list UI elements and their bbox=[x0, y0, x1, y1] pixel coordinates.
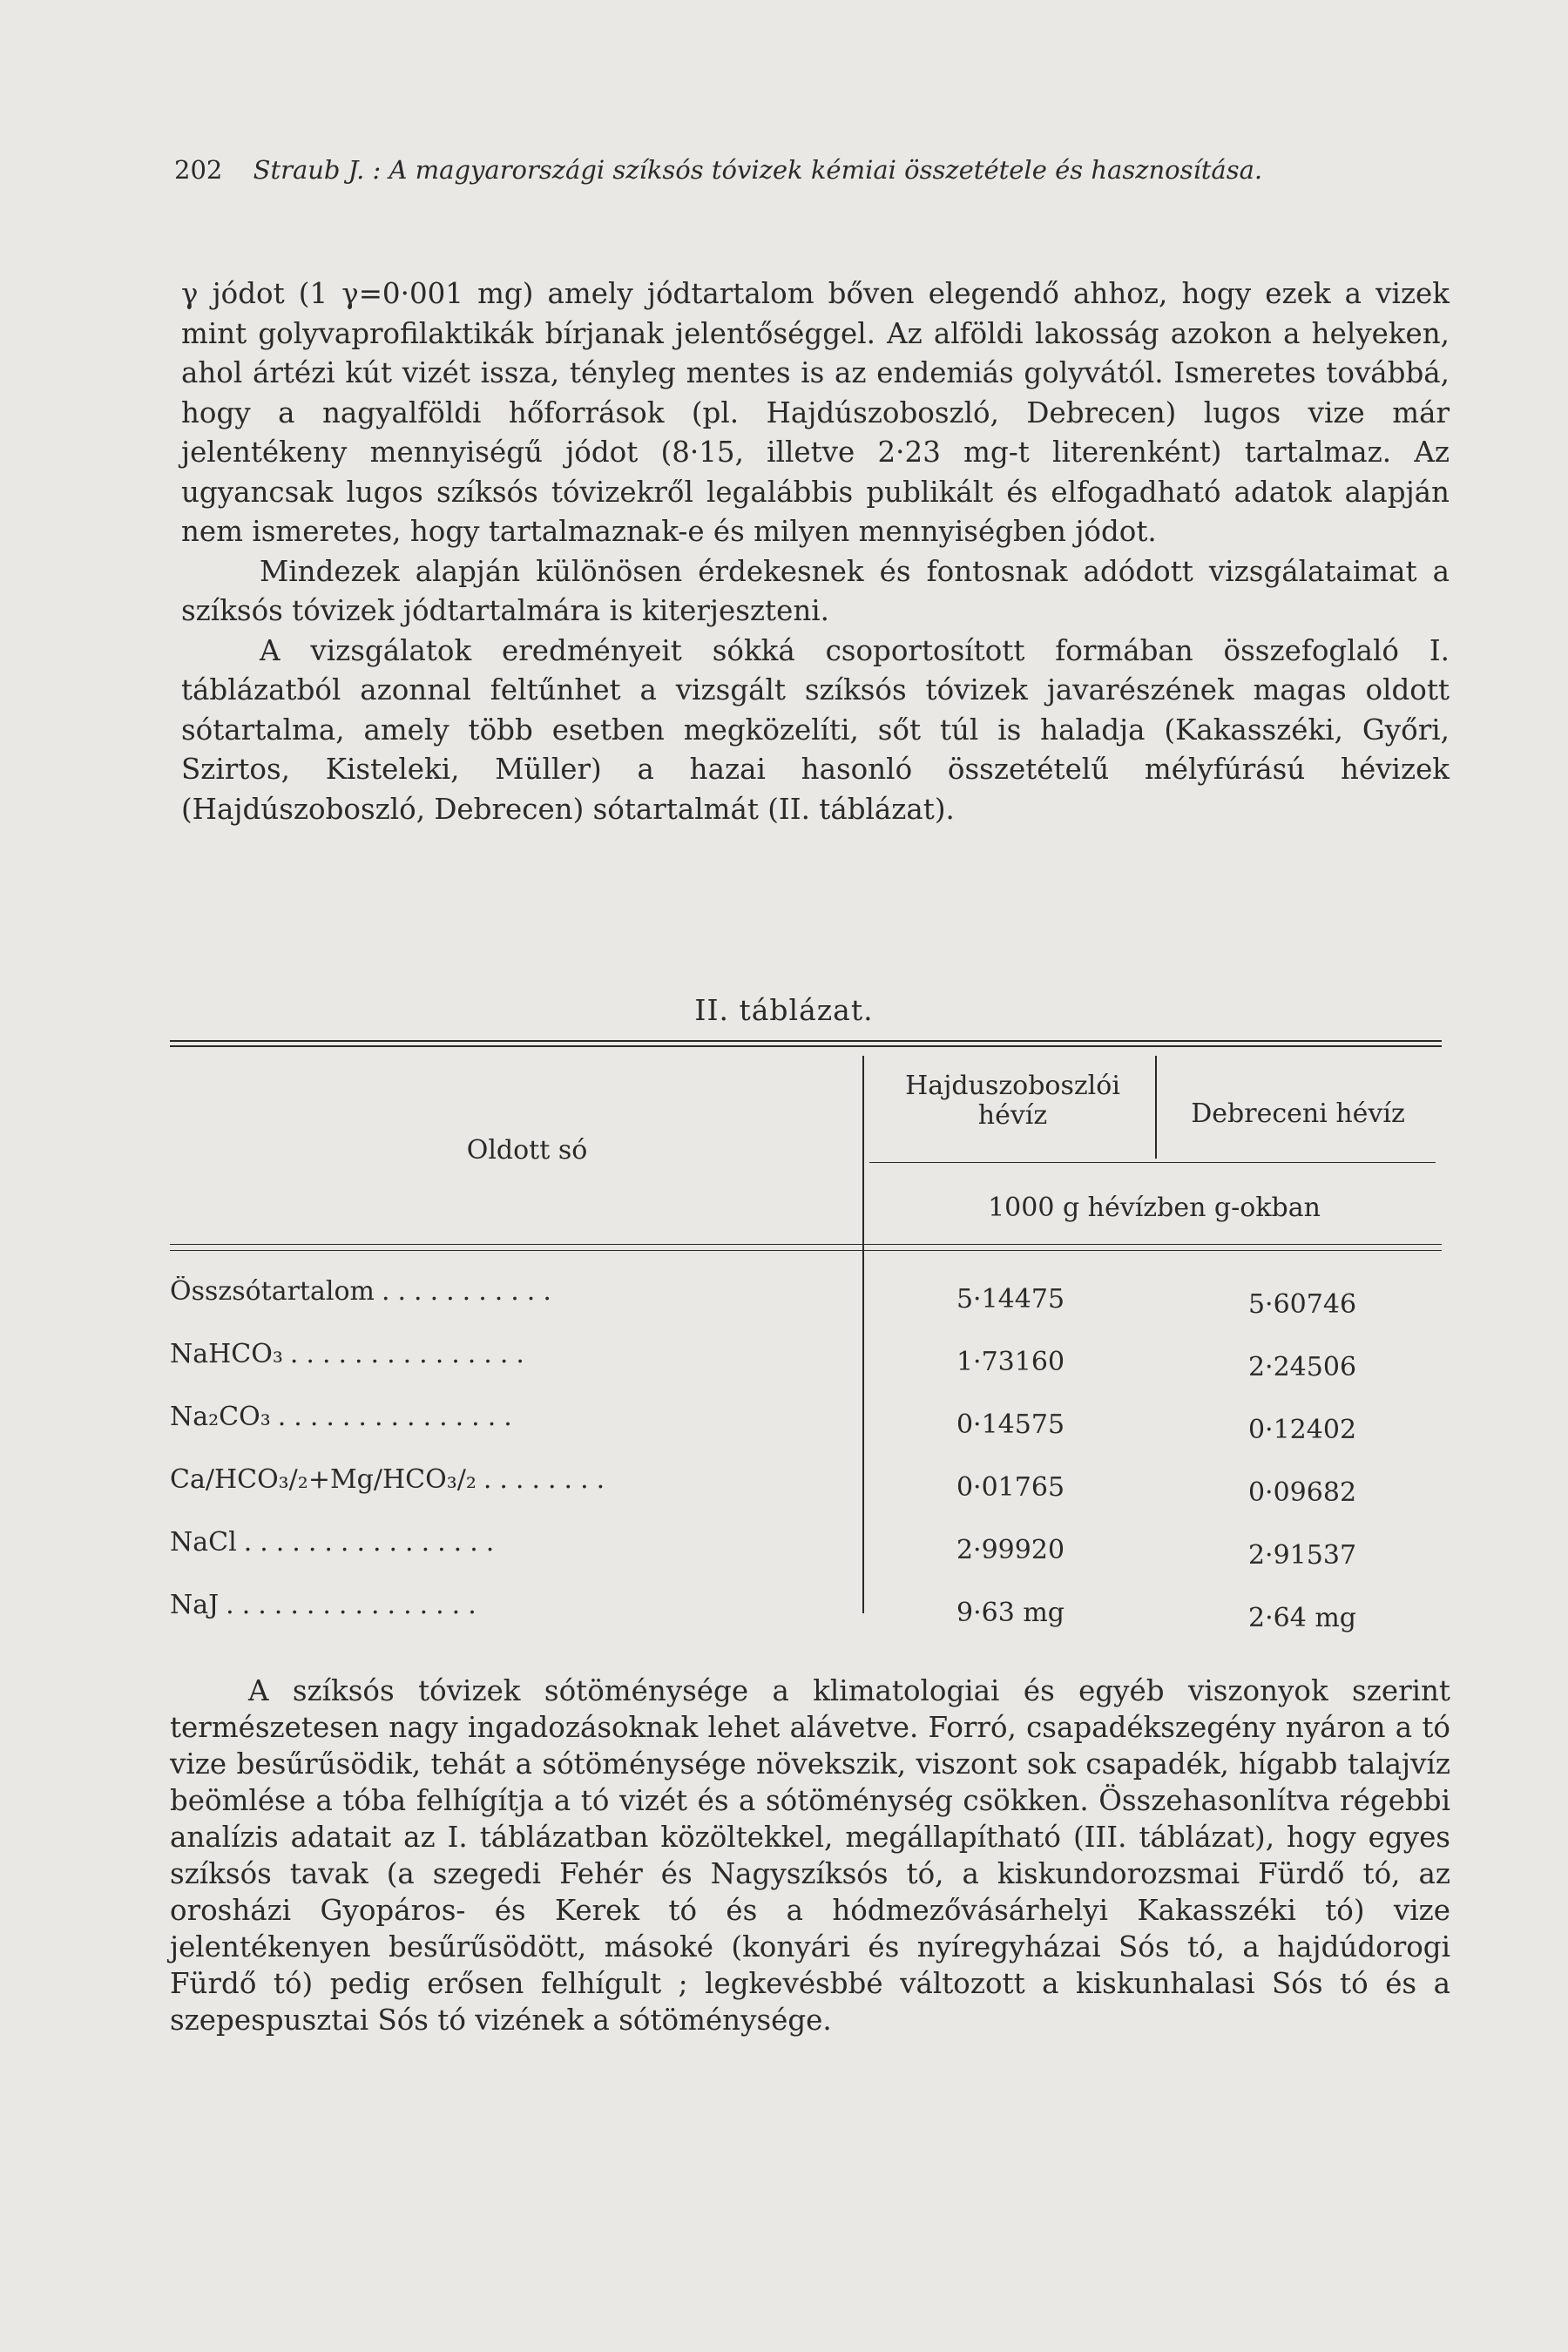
paragraph: A szíksós tóvizek sótöménysége a klimatologiai és egyéb viszonyok szerint természetesen nagy ingadozásoknak lehet alávetve. Forró, csapadékszegény nyáron a tó vize besűrűsödik, tehát a sótöménysége növekszik, viszont sok csapadék, hígabb talajvíz beömlése a tóba felhígítja a tó vizét és a sótöménység csökken. Összehasonlítva régebbi analízis adatait az I. táblázatban közöltekkel, megállapítható (III. táblázat), hogy egyes szíksós tavak (a szegedi Fehér és Nagyszíksós tó, a kiskundorozsmai Fürdő tó, az orosházi Gyopáros- és Kerek tó és a hódmezővásárhelyi Kakasszéki tó) vize jelentékenyen besűrűsödött, másoké (konyári és nyíregyházai Sós tó, a hajdúdorogi Fürdő tó) pedig erősen felhígult ; legkevésbbé változott a kiskunhalasi Sós tó és a szepespusztai Sós tó vizének a sótöménysége. bbox=[170, 1674, 1450, 2037]
table-header-mid-rule bbox=[869, 1162, 1436, 1163]
table-cell: 0·14575 bbox=[956, 1409, 1065, 1440]
running-header bbox=[174, 155, 1429, 185]
header-debrecen: Debreceni hévíz bbox=[1191, 1098, 1405, 1129]
table-cell: 2·99920 bbox=[956, 1535, 1065, 1565]
table-cell: 2·24506 bbox=[1247, 1352, 1357, 1382]
table-cell: 1·73160 bbox=[956, 1347, 1065, 1377]
body-text-bottom bbox=[170, 1673, 1450, 2038]
table-header-bottom-rule-2 bbox=[170, 1250, 1442, 1251]
table-col-divider-2 bbox=[1155, 1056, 1157, 1159]
paragraph: A vizsgálatok eredményeit sókká csoportosított formában összefoglaló I. táblázatból azonnal feltűnhet a vizsgált szíksós tóvizek javarészének magas oldott sótartalma, amely több esetben megközelíti, sőt túl is haladja (Kakasszéki, Győri, Szirtos, Kisteleki, Müller) a hazai hasonló összetételű mélyfúrású hévizek (Hajdúszoboszló, Debrecen) sótartalmát (II. táblázat). bbox=[181, 633, 1450, 826]
running-head-title: Straub J. : A magyarországi szíksós tóvizek kémiai összetétele és hasznosítása. bbox=[253, 155, 1263, 185]
table-row-label: Összsótartalom ........... bbox=[170, 1276, 559, 1307]
table-cell: 0·09682 bbox=[1247, 1477, 1357, 1508]
table-row-label: NaHCO₃ ............... bbox=[170, 1339, 532, 1369]
header-salt: Oldott só bbox=[466, 1135, 588, 1166]
table-top-rule-2 bbox=[170, 1045, 1442, 1047]
table-cell: 2·91537 bbox=[1247, 1540, 1357, 1571]
table-cell: 9·63 mg bbox=[956, 1598, 1064, 1628]
table-header-bottom-rule bbox=[170, 1244, 1442, 1245]
table-cell: 5·14475 bbox=[956, 1284, 1065, 1315]
table-row-label: NaCl ................ bbox=[170, 1527, 503, 1558]
table-cell: 0·12402 bbox=[1247, 1415, 1357, 1445]
table-title: II. táblázat. bbox=[694, 993, 874, 1027]
table-cell: 5·60746 bbox=[1247, 1289, 1357, 1320]
paragraph: Mindezek alapján különösen érdekesnek és fontosnak adódott vizsgálataimat a szíksós tóvizek jódtartalmára is kiterjeszteni. bbox=[181, 554, 1450, 627]
table-cell: 0·01765 bbox=[956, 1472, 1065, 1503]
table-col-divider-1 bbox=[862, 1056, 864, 1613]
header-hajduszoboszlo: Hajduszoboszlói hévíz bbox=[905, 1071, 1120, 1131]
table-top-rule bbox=[170, 1040, 1442, 1042]
body-text-top bbox=[181, 274, 1450, 829]
table-row-label: NaJ ................ bbox=[170, 1590, 484, 1620]
table-row-label: Ca/HCO₃/₂+Mg/HCO₃/₂ ........ bbox=[170, 1464, 613, 1495]
header-unit: 1000 g hévízben g-okban bbox=[988, 1193, 1321, 1223]
table-row-label: Na₂CO₃ ............... bbox=[170, 1402, 520, 1432]
table-cell: 2·64 mg bbox=[1248, 1603, 1356, 1633]
page-number: 202 bbox=[174, 155, 223, 185]
paragraph: γ jódot (1 γ=0·001 mg) amely jódtartalom bőven elegendő ahhoz, hogy ezek a vizek mint golyvaprofilaktikák bírjanak jelentőséggel. Az alföldi lakosság azokon a helyeken, ahol ártézi kút vizét issza, tényleg mentes is az endemiás golyvától. Ismeretes továbbá, hogy a nagyalföldi hőforrások (pl. Hajdúszoboszló, Debrecen) lugos vize már jelentékeny mennyiségű jódot (8·15, illetve 2·23 mg-t literenként) tartalmaz. Az ugyancsak lugos szíksós tóvizekről legalábbis publikált és elfogadható adatok alapján nem ismeretes, hogy tartalmaznak-e és milyen mennyiségben jódot. bbox=[181, 277, 1450, 548]
